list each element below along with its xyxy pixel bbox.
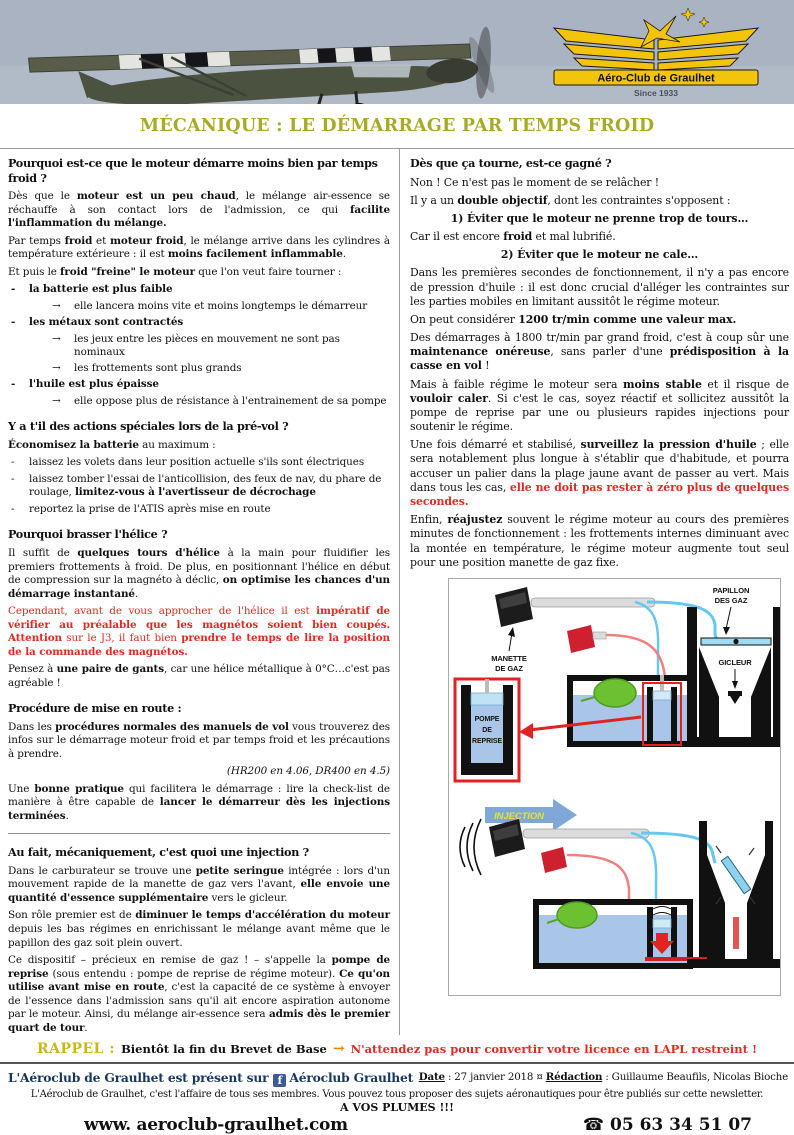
- section-heading: Dès que ça tourne, est-ce gagné ?: [410, 156, 612, 170]
- list-item: - la batterie est plus faible: [8, 283, 390, 297]
- list-item: - les métaux sont contractés: [8, 316, 390, 330]
- facebook-presence: [8, 1067, 413, 1087]
- arrow-icon: →: [52, 299, 61, 312]
- paragraph: Dans les premières secondes de fonctionnement, il n'y a pas encore de pression d'huile : il est donc crucial d'alléger les contraintes sur les parties mobiles en limitant aussitôt le régime moteur.: [410, 266, 789, 308]
- facebook-presence-text: L'Aéroclub de Graulhet est présent sur: [8, 1070, 269, 1085]
- separator-glyph: ¤: [536, 1071, 543, 1083]
- label-papillon-des-gaz: PAPILLON: [712, 585, 750, 595]
- rappel-banner: [0, 1035, 794, 1064]
- paragraph: Mais à faible régime le moteur sera moins stable et il risque de vouloir caler. Si c'est le cas, soyez réactif et sollicitez aussitôt la pompe de reprise par une ou plusieurs rapides injections pour soutenir le régime.: [410, 377, 789, 434]
- paragraph: Une fois démarré et stabilisé, surveillez la pression d'huile ; elle sera notablement plus longue à s'établir que d'habitude, et pourra accuser un palier dans la plage jaune avant de passer au vert. Mais dans tous les cas, elle ne doit pas rester à zéro plus de quelques secondes.: [410, 438, 790, 508]
- paragraph: (HR200 en 4.06, DR400 en 4.5): [226, 765, 390, 778]
- paragraph: Cependant, avant de vous approcher de l'hélice il est impératif de vérifier au préalable que les magnétos soient bien coupés. Attention sur le J3, il faut bien prendre le temps de lire la position de la commande des magnétos.: [8, 605, 390, 658]
- arrow-icon: →: [52, 361, 61, 374]
- label-pompe-de-reprise: POMPE: [474, 715, 500, 723]
- title-band: [0, 104, 794, 149]
- paragraph: Et puis le froid "freine" le moteur que l'on veut faire tourner :: [8, 265, 342, 278]
- club-name: Aéro-Club de Graulhet: [597, 72, 715, 85]
- label-gicleur: GICLEUR: [718, 657, 752, 667]
- paragraph: Il y a un double objectif, dont les contraintes s'opposent :: [410, 193, 731, 207]
- paragraph: Ce dispositif – précieux en remise de gaz ! – s'appelle la pompe de reprise (sous entendu : pompe de reprise de régime moteur). Ce qu'on utilise avant mise en route, c'est la capacité de ce système à envoyer de l'essence dans l'admission sans qu'il ait encore aspiration autonome par le moteur. Ainsi, du mélange air-essence sera admis dès le premier quart de tour.: [8, 954, 390, 1034]
- section-heading: Pourquoi est-ce que le moteur démarre moins bien par temps froid ?: [8, 156, 378, 185]
- paragraph: Dans le carburateur se trouve une petite seringue intégrée : lors d'un mouvement rapide de la manette de gaz vers l'avant, elle envoie une quantité d'essence supplémentaire vers le gicleur.: [8, 864, 390, 904]
- footer-tagline: L'Aéroclub de Graulhet, c'est l'affaire de tous ses membres. Vous pouvez tous proposer des sujets aéronautiques pour être publiés sur cette newsletter.: [30, 1089, 764, 1100]
- facebook-page-name[interactable]: Aéroclub Graulhet: [289, 1070, 414, 1085]
- date-value: : 27 janvier 2018: [447, 1071, 534, 1083]
- list-item: - laissez tomber l'essai de l'anticollision, des feux de nav, du phare de roulage, limitez-vous à l'avertisseur de décrochage: [8, 473, 390, 500]
- paragraph: On peut considérer 1200 tr/min comme une valeur max.: [410, 312, 737, 326]
- bullet-dash: -: [11, 316, 16, 329]
- carburetor-diagram: [448, 578, 781, 996]
- arrow-icon: →: [52, 332, 61, 345]
- paragraph: Des démarrages à 1800 tr/min par grand froid, c'est à coup sûr une maintenance onéreuse, sans parler d'une prédisposition à la casse en vol !: [410, 331, 789, 373]
- column-rule: [8, 833, 390, 834]
- arrow-subitem: → les jeux entre les pièces en mouvement ne sont pas nominaux: [52, 332, 340, 359]
- bullet-dash: -: [11, 456, 15, 469]
- paragraph: Pensez à une paire de gants, car une hélice métallique à 0°C…c'est pas agréable !: [8, 663, 390, 689]
- phone-icon: ☎: [582, 1115, 605, 1135]
- paragraph: Non ! Ce n'est pas le moment de se relâcher !: [410, 175, 660, 189]
- date-redaction-line: [419, 1071, 788, 1083]
- list-item: - reportez la prise de l'ATIS après mise en route: [8, 503, 390, 517]
- paragraph: 2) Éviter que le moteur ne cale…: [500, 248, 699, 262]
- paragraph: Son rôle premier est de diminuer le temps d'accélération du moteur depuis les bas régimes en enrichissant le mélange avant même que le papillon des gaz soit plein ouvert.: [8, 909, 390, 949]
- section-heading: Au fait, mécaniquement, c'est quoi une injection ?: [8, 845, 309, 860]
- redaction-value: : Guillaume Beaufils, Nicolas Bioche: [605, 1071, 788, 1083]
- rappel-text: Bientôt la fin du Brevet de Base: [121, 1041, 327, 1056]
- svg-text:REPRISE: REPRISE: [471, 737, 503, 745]
- left-column: [0, 149, 399, 1035]
- phone-number: ☎ 05 63 34 51 07: [582, 1115, 752, 1135]
- header-photo: [0, 0, 794, 104]
- list-item: - l'huile est plus épaisse: [8, 378, 390, 392]
- arrow-subitem: → elle oppose plus de résistance à l'entrainement de sa pompe: [52, 394, 387, 407]
- paragraph: Par temps froid et moteur froid, le mélange arrive dans les cylindres à température extérieure : il est moins facilement inflammable.: [8, 234, 391, 261]
- arrow-subitem: → les frottements sont plus grands: [52, 361, 242, 374]
- list-item: - laissez les volets dans leur position actuelle s'ils sont électriques: [8, 456, 390, 470]
- paragraph: Une bonne pratique qui facilitera le démarrage : lire la check-list de manière à être capable de lancer le démarreur dès les injections terminées.: [8, 782, 390, 822]
- footer-cta: A VOS PLUMES !!!: [340, 1101, 454, 1114]
- date-label: Date: [418, 1071, 445, 1083]
- bullet-dash: -: [11, 472, 15, 485]
- carburetor-diagram-injection: [449, 791, 780, 999]
- bullet-dash: -: [11, 378, 16, 391]
- rappel-cta: N'attendez pas pour convertir votre licence en LAPL restreint !: [350, 1041, 758, 1056]
- bullet-dash: -: [11, 283, 16, 296]
- svg-text:DE: DE: [482, 726, 492, 734]
- section-heading: Procédure de mise en route :: [8, 701, 182, 716]
- right-column: [400, 149, 794, 1035]
- page-title: MÉCANIQUE : LE DÉMARRAGE PAR TEMPS FROID: [139, 116, 655, 136]
- svg-text:DE GAZ: DE GAZ: [495, 663, 523, 673]
- carburetor-diagram-rest: [449, 579, 780, 787]
- redaction-label: Rédaction: [545, 1071, 603, 1083]
- paragraph: Dans les procédures normales des manuels de vol vous trouverez des infos sur le démarrage moteur froid et par temps froid et les précautions à prendre.: [8, 720, 390, 760]
- article-body: [0, 149, 794, 1035]
- paragraph: Économisez la batterie au maximum :: [8, 438, 216, 451]
- rappel-arrow-icon: →: [332, 1040, 345, 1057]
- rappel-label: RAPPEL :: [36, 1040, 116, 1057]
- arrow-subitem: → elle lancera moins vite et moins longtemps le démarreur: [52, 299, 368, 312]
- label-injection: INJECTION: [494, 811, 544, 823]
- paragraph: Il suffit de quelques tours d'hélice à la main pour fluidifier les premiers frottements à froid. De plus, en positionnant l'hélice en début de compression sur la magnéto à déclic, on optimise les chances d'un démarrage instantané.: [8, 547, 391, 600]
- facebook-icon: f: [273, 1074, 286, 1087]
- paragraph: Dès que le moteur est un peu chaud, le mélange air-essence se réchauffe à son contact lors de l'admission, ce qui facilite l'inflammation du mélange.: [8, 190, 390, 230]
- arrow-icon: →: [52, 394, 61, 407]
- svg-text:DES GAZ: DES GAZ: [714, 595, 748, 605]
- paragraph: Enfin, réajustez souvent le régime moteur au cours des premières minutes de fonctionnement : les frottements internes diminuant avec la montée en température, le régime moteur augmente tout seul pour une position manette de gaz fixe.: [410, 513, 789, 569]
- label-manette-de-gaz: MANETTE: [491, 653, 527, 663]
- footer: [0, 1064, 794, 1135]
- section-heading: Y a t'il des actions spéciales lors de la pré-vol ?: [8, 419, 289, 434]
- bullet-dash: -: [11, 502, 15, 515]
- paragraph: Car il est encore froid et mal lubrifié.: [410, 230, 616, 244]
- section-heading: Pourquoi brasser l'hélice ?: [8, 527, 168, 542]
- website-link[interactable]: www. aeroclub-graulhet.com: [84, 1115, 348, 1135]
- club-since: Since 1933: [634, 88, 678, 98]
- paragraph: 1) Éviter que le moteur ne prenne trop de tours…: [450, 211, 749, 225]
- club-logo: [538, 4, 776, 100]
